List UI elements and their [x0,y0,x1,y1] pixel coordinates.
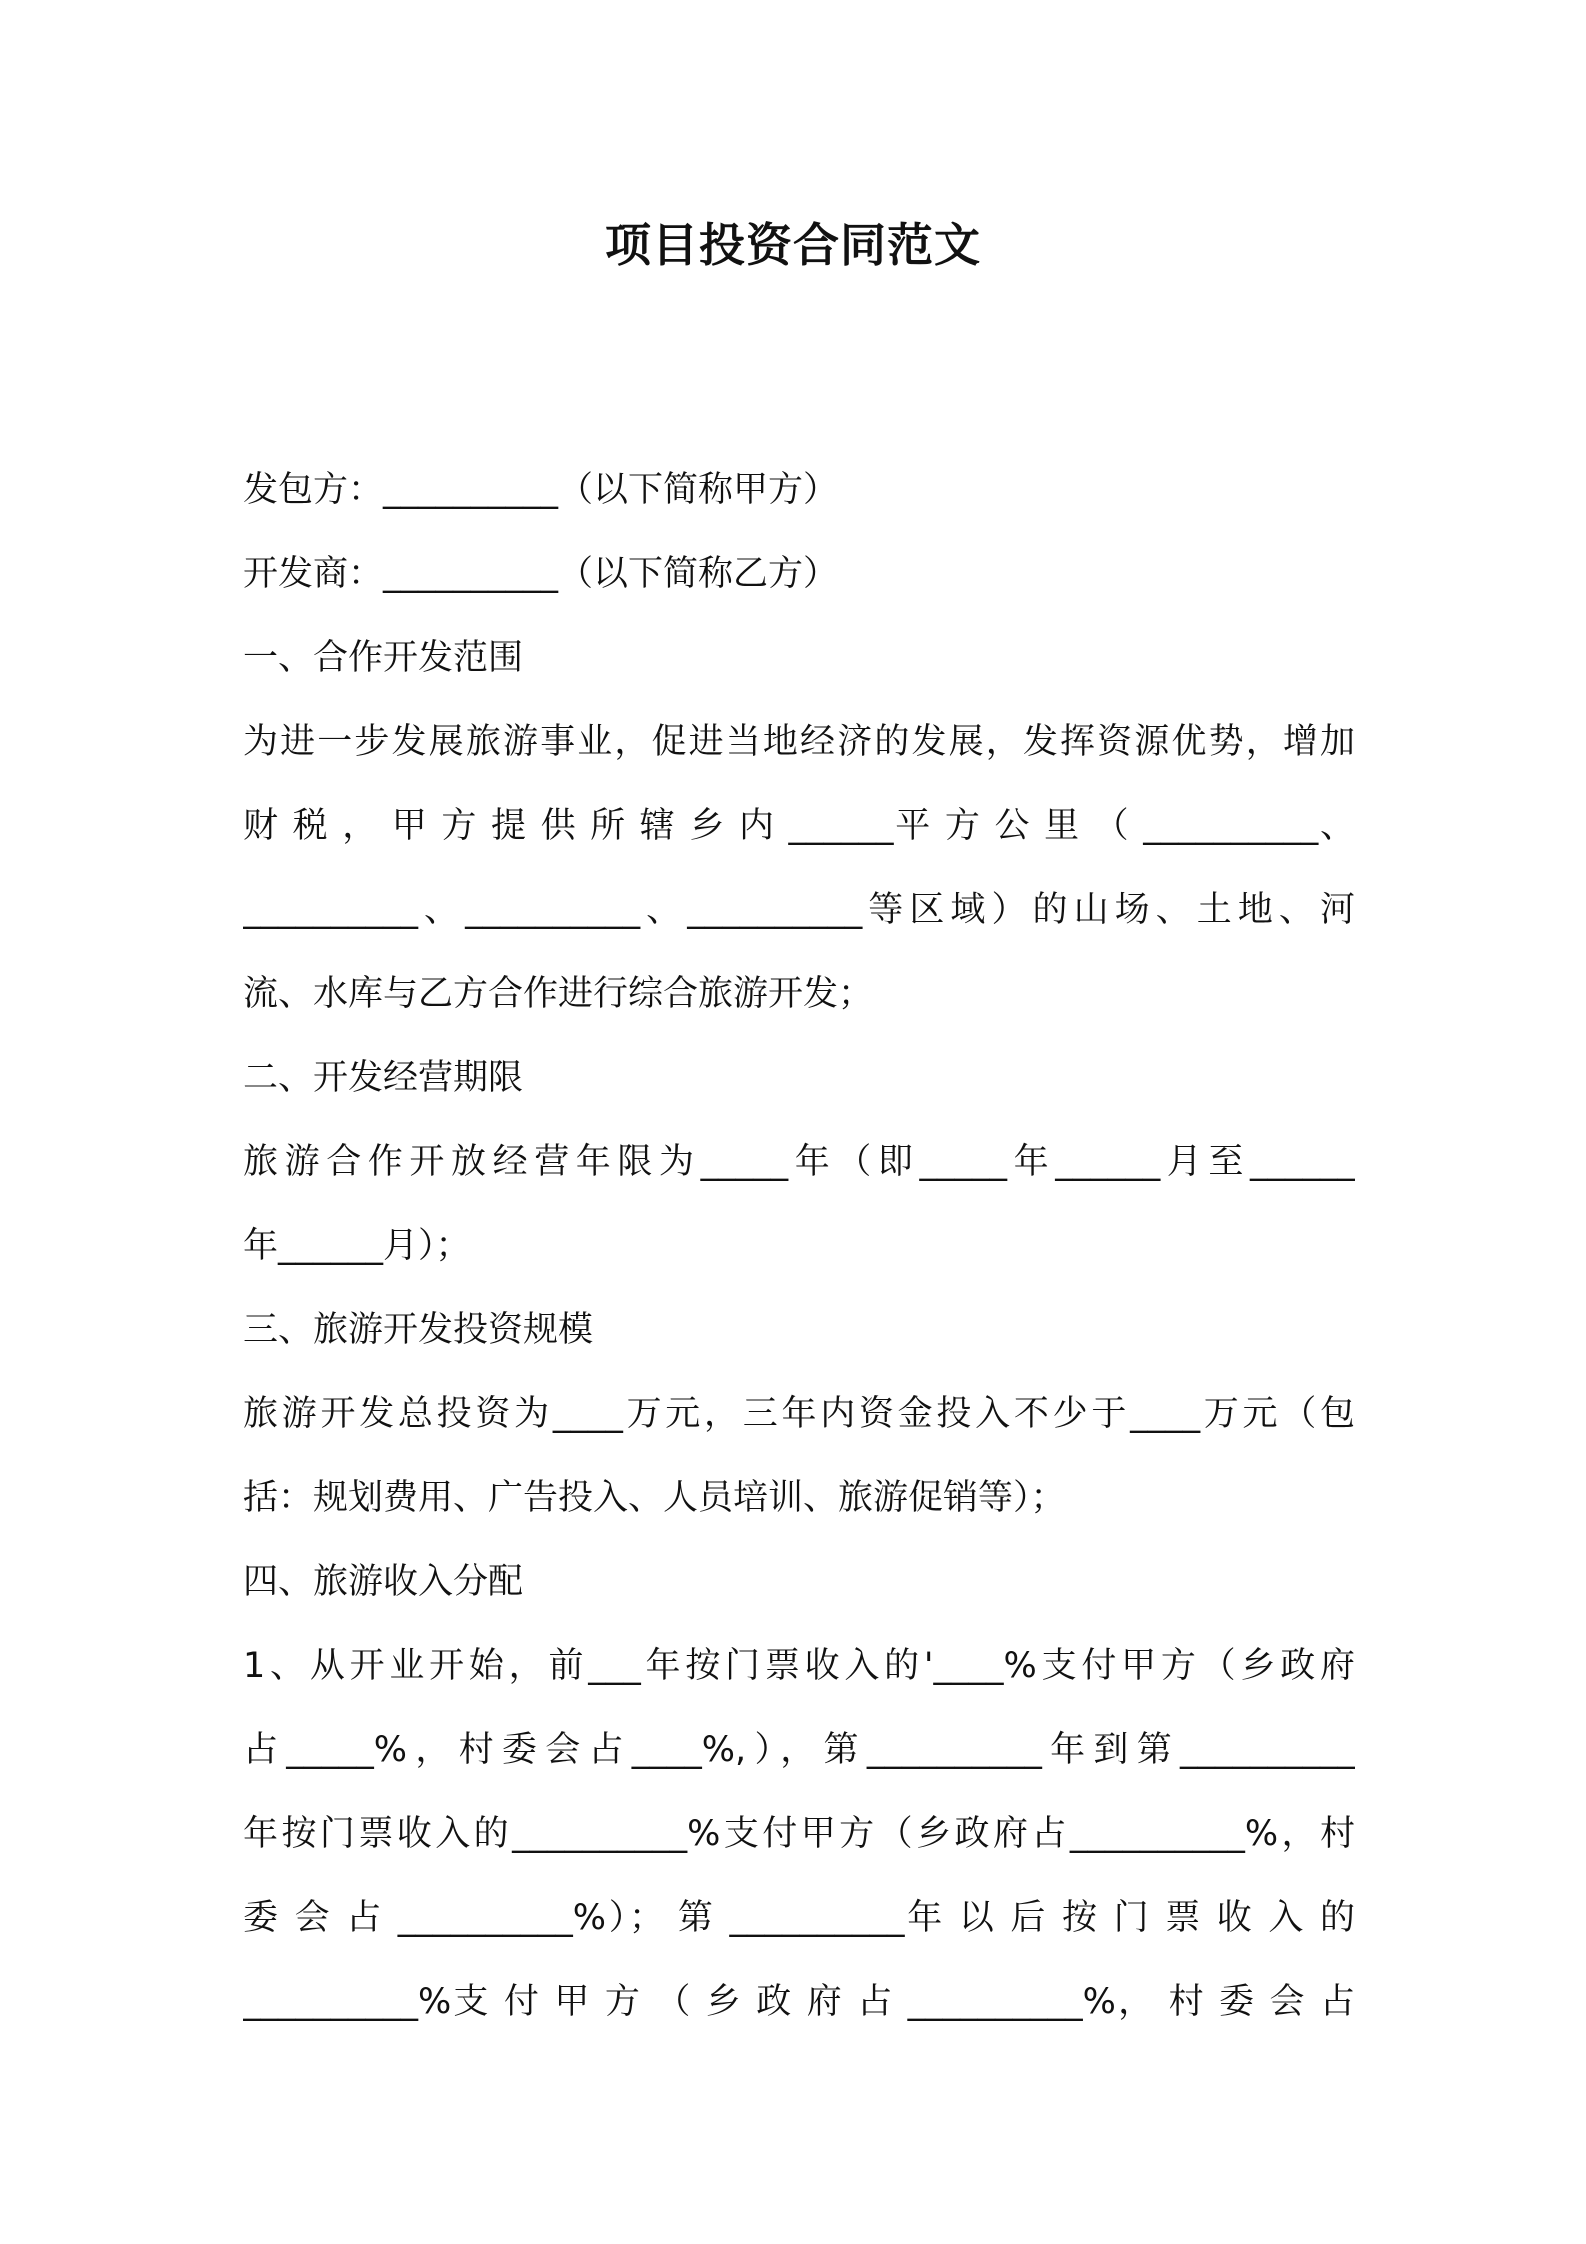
text-line: 旅游合作开放经营年限为_____年（即_____年______月至______ [243,1142,1355,1182]
text-line: 年______月）； [243,1226,471,1266]
text-line: __________%支 付 甲 方 （ 乡 政 府 占 __________%， 村 委 会 占 [243,1982,1355,2022]
text-line: 委 会 占 __________%）； 第 __________年 以 后 按 门 票 收 入 的 [243,1898,1355,1938]
text-line: 二、开发经营期限 [243,1058,524,1098]
text-line: __________、__________、__________等区域）的山场、土地、河 [243,890,1355,930]
text-line: 财 税 ， 甲 方 提 供 所 辖 乡 内 ______平 方 公 里 （ __________、 [243,806,1355,846]
text-line: 四、旅游收入分配 [243,1562,524,1602]
text-line: 1、从开业开始，前___年按门票收入的'____%支付甲方（乡政府 [243,1646,1355,1686]
text-line: 开发商：__________（以下简称乙方） [243,554,839,594]
document-body [243,448,1355,2044]
text-line: 占_____%，村委会占____%,），第__________年到第__________ [243,1730,1355,1770]
text-line: 一、合作开发范围 [243,638,524,678]
text-line: 流、水库与乙方合作进行综合旅游开发； [243,974,874,1014]
document-title: 项目投资合同范文 [605,218,981,272]
text-line: 年按门票收入的__________%支付甲方（乡政府占__________%，村 [243,1814,1355,1854]
text-line: 为进一步发展旅游事业，促进当地经济的发展，发挥资源优势，增加 [243,722,1355,762]
text-line: 旅游开发总投资为____万元，三年内资金投入不少于____万元（包 [243,1394,1355,1434]
text-line: 三、旅游开发投资规模 [243,1310,594,1350]
text-line: 括：规划费用、广告投入、人员培训、旅游促销等）； [243,1478,1066,1518]
text-line: 发包方：__________（以下简称甲方） [243,470,839,510]
